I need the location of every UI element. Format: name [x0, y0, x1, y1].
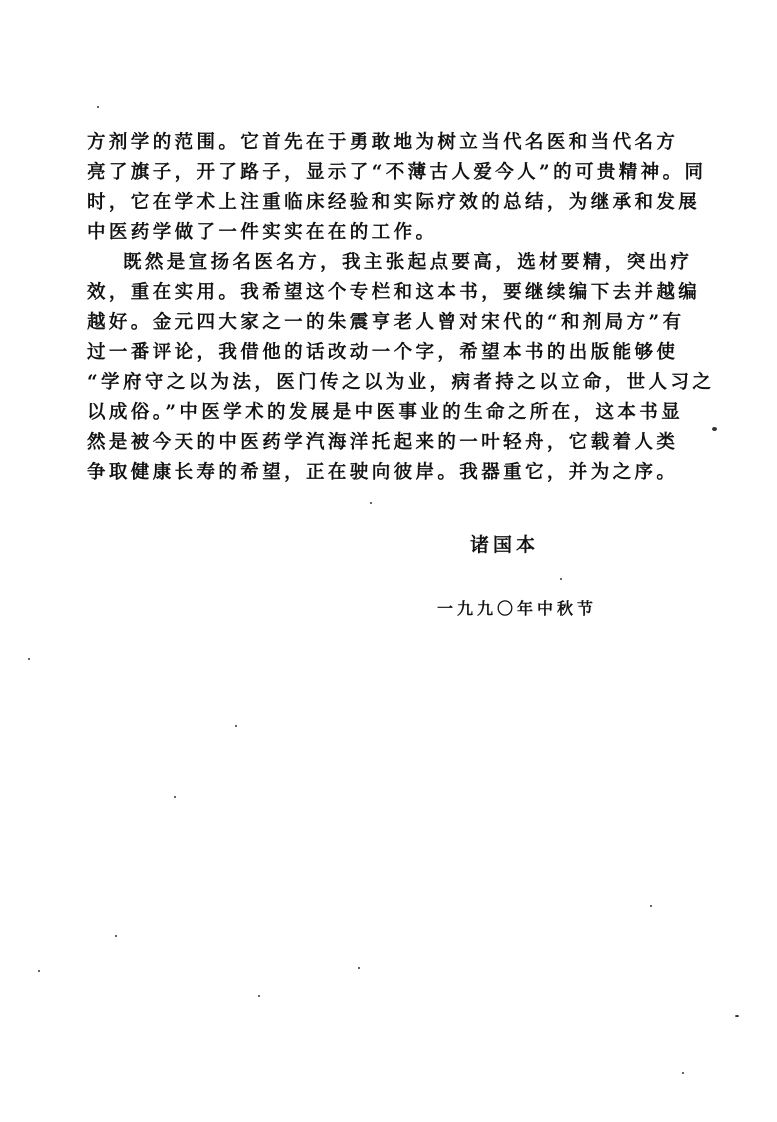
text-line: 时，它在学术上注重临床经验和实际疗效的总结，为继承和发展 [87, 192, 701, 213]
text-line: 亮了旗子，开了路子，显示了“不薄古人爱今人”的可贵精神。同 [87, 162, 707, 183]
text-line: 既然是宣扬名医名方，我主张起点要高，选材要精，突出疗 [123, 252, 693, 273]
author-signature: 诸国本 [470, 534, 540, 556]
scan-speck [38, 970, 40, 972]
text-line: 争取健康长寿的希望，正在驶向彼岸。我器重它，并为之序。 [87, 462, 679, 483]
scan-speck [735, 1015, 739, 1017]
scan-speck [97, 106, 99, 108]
scan-speck [370, 502, 372, 504]
scan-speck [235, 725, 237, 727]
preface-body [87, 128, 715, 488]
text-line: 效，重在实用。我希望这个专栏和这本书，要继续编下去并越编 [87, 282, 701, 303]
text-line: 越好。金元四大家之一的朱震亨老人曾对宋代的“和剂局方”有 [87, 312, 685, 333]
scan-speck [650, 905, 652, 907]
scan-speck [682, 1072, 684, 1074]
scan-speck [358, 967, 360, 969]
text-line: 然是被今天的中医药学汽海洋托起来的一叶轻舟，它载着人类 [87, 432, 679, 453]
text-line: 方剂学的范围。它首先在于勇敢地为树立当代名医和当代名方 [87, 132, 679, 153]
text-line: “学府守之以为法，医门传之以为业，病者持之以立命，世人习之 [87, 372, 715, 393]
scan-speck [28, 658, 30, 660]
scan-speck [712, 427, 717, 431]
scan-speck [115, 935, 117, 937]
text-line: 以成俗。”中医学术的发展是中医事业的生命之所在，这本书显 [87, 402, 684, 423]
text-line: 中医药学做了一件实实在在的工作。 [87, 222, 438, 243]
scan-speck [560, 578, 562, 580]
scan-speck [174, 796, 176, 798]
scan-speck [258, 995, 260, 997]
date-line: 一九九〇年中秋节 [437, 599, 598, 618]
text-line: 过一番评论，我借他的话改动一个字，希望本书的出版能够使 [87, 342, 679, 363]
